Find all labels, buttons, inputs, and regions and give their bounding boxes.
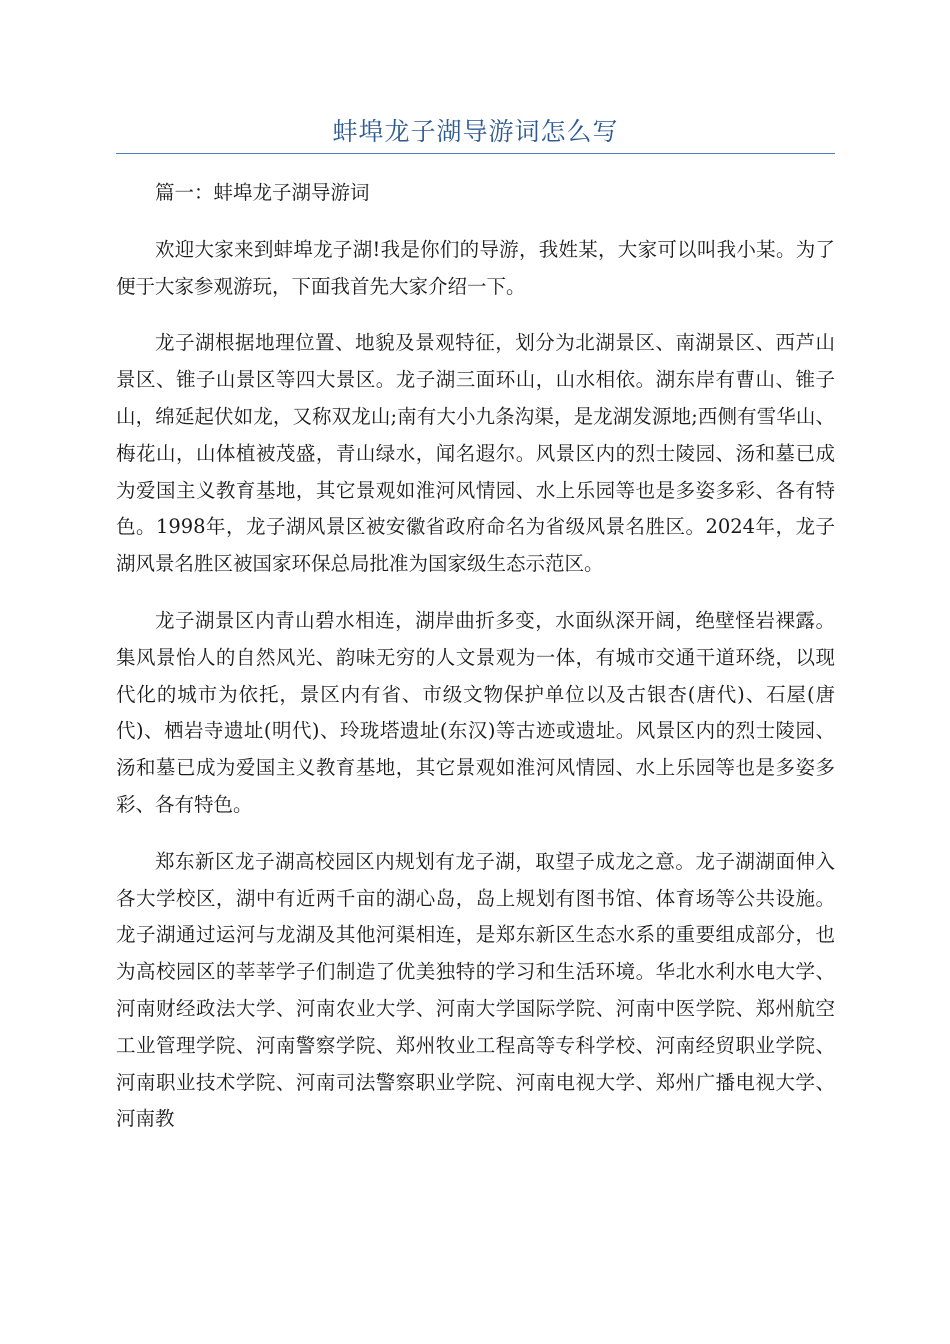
paragraph-welcome: 欢迎大家来到蚌埠龙子湖!我是你们的导游，我姓某，大家可以叫我小某。为了便于大家参观游玩，下面我首先大家介绍一下。 bbox=[116, 237, 835, 298]
paragraph-scenic-areas: 龙子湖根据地理位置、地貌及景观特征，划分为北湖景区、南湖景区、西芦山景区、锥子山景区等四大景区。龙子湖三面环山，山水相依。湖东岸有曹山、锥子山，绵延起伏如龙，又称双龙山;南有大小九条沟渠，是龙湖发源地;西侧有雪华山、梅花山，山体植被茂盛，青山绿水，闻名遐尔。风景区内的烈士陵园、汤和墓已成为爱国主义教育基地，其它景观如淮河风情园、水上乐园等也是多姿多彩、各有特色。1998年，龙子湖风景区被安徽省政府命名为省级风景名胜区。2024年，龙子湖风景名胜区被国家环保总局批准为国家级生态示范区。 bbox=[116, 331, 835, 576]
paragraph-landscape: 龙子湖景区内青山碧水相连，湖岸曲折多变，水面纵深开阔，绝壁怪岩裸露。集风景怡人的自然风光、韵味无穷的人文景观为一体，有城市交通干道环绕，以现代化的城市为依托，景区内有省、市级文物保护单位以及古银杏(唐代)、石屋(唐代)、栖岩寺遗址(明代)、玲珑塔遗址(东汉)等古迹或遗址。风景区内的烈士陵园、汤和墓已成为爱国主义教育基地，其它景观如淮河风情园、水上乐园等也是多姿多彩、各有特色。 bbox=[116, 608, 835, 816]
paragraph-zhengdong: 郑东新区龙子湖高校园区内规划有龙子湖，取望子成龙之意。龙子湖湖面伸入各大学校区，湖中有近两千亩的湖心岛，岛上规划有图书馆、体育场等公共设施。龙子湖通过运河与龙湖及其他河渠相连，是郑东新区生态水系的重要组成部分，也为高校园区的莘莘学子们制造了优美独特的学习和生活环境。华北水利水电大学、河南财经政法大学、河南农业大学、河南大学国际学院、河南中医学院、郑州航空工业管理学院、河南警察学院、郑州牧业工程高等专科学校、河南经贸职业学院、河南职业技术学院、河南司法警察职业学院、河南电视大学、郑州广播电视大学、河南教 bbox=[116, 849, 835, 1131]
document-title: 蚌埠龙子湖导游词怎么写 bbox=[332, 117, 619, 146]
section-heading: 篇一：蚌埠龙子湖导游词 bbox=[155, 181, 370, 204]
title-underline bbox=[116, 153, 835, 154]
document-body bbox=[116, 175, 835, 1158]
